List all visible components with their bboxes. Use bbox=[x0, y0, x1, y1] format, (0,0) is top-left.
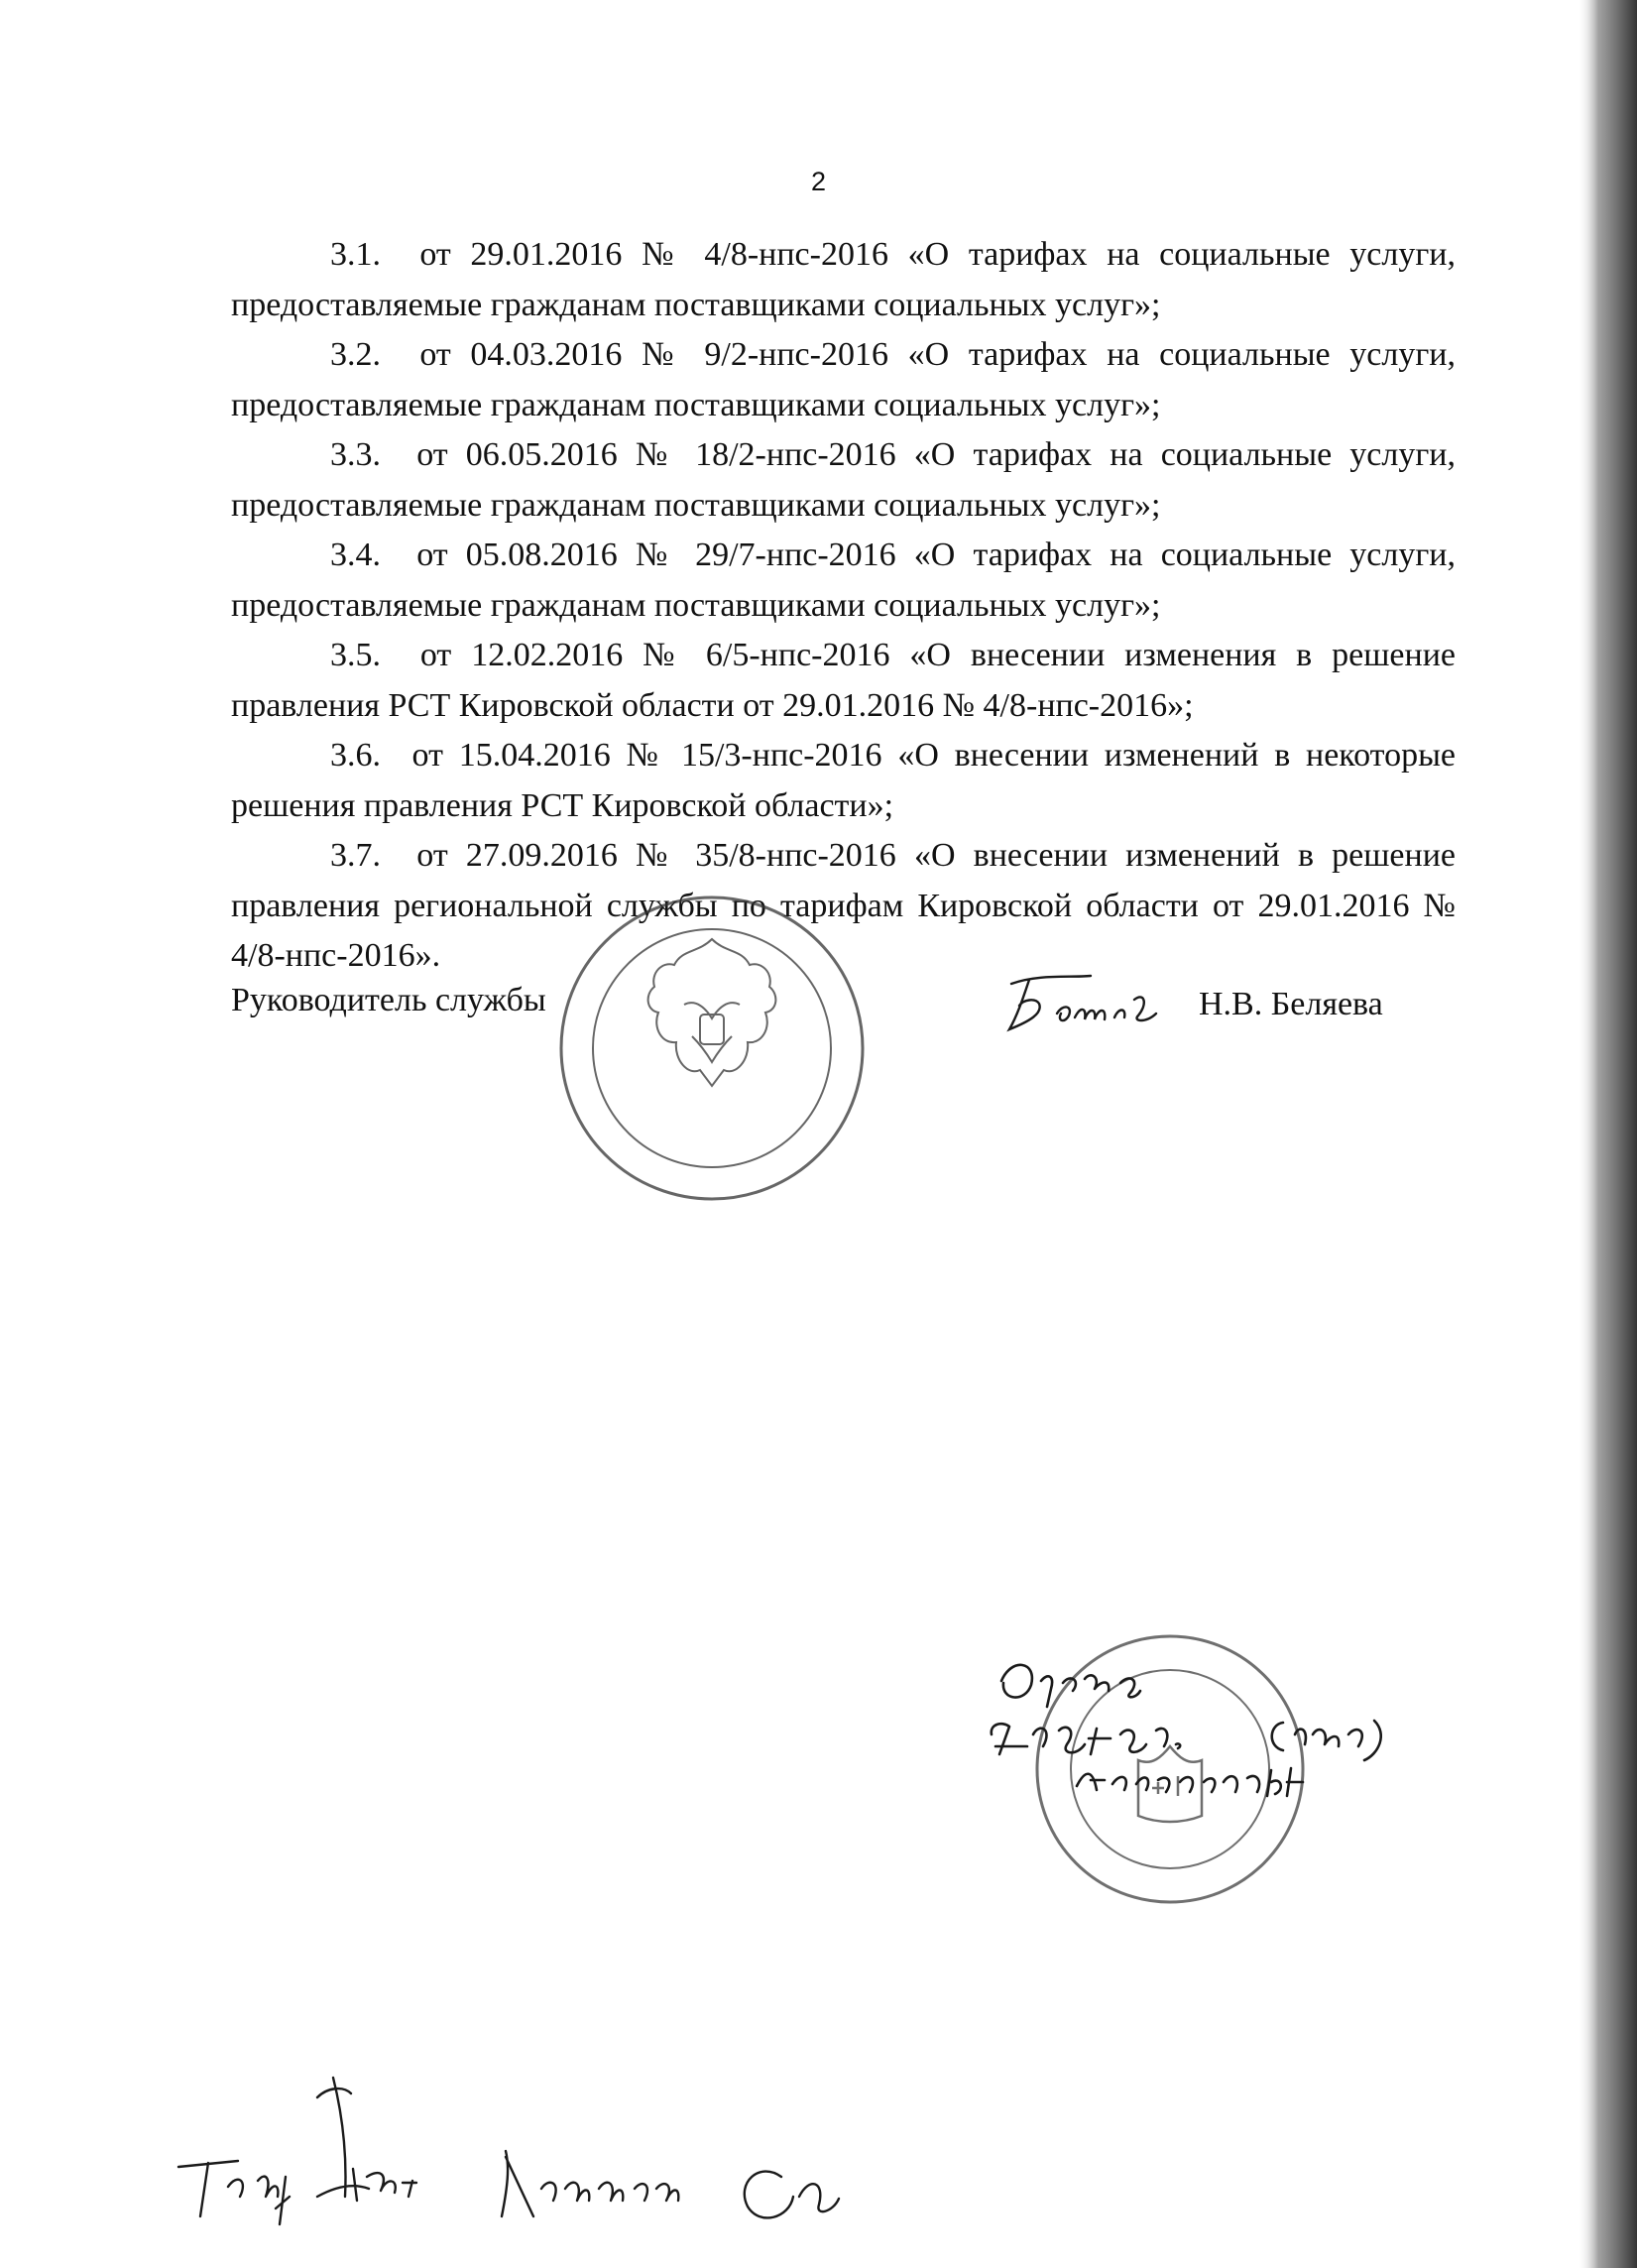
item-number: 3.6. bbox=[330, 737, 381, 774]
item-number: 3.4. bbox=[330, 537, 381, 573]
page-number: 2 bbox=[810, 167, 827, 196]
item-number: 3.7. bbox=[330, 837, 381, 874]
item-number: 3.5. bbox=[330, 637, 381, 673]
item-text: от 27.09.2016 № 35/8-нпс-2016 «О внесении изменений в решение правления региональной службы по тарифам Кировской области от 29.01.2016 № 4/8-нпс-2016». bbox=[231, 837, 1456, 974]
list-item-3-3 bbox=[231, 430, 1456, 531]
scan-edge-shadow bbox=[1578, 0, 1637, 2268]
item-number: 3.3. bbox=[330, 436, 381, 473]
head-signature-icon bbox=[999, 970, 1198, 1039]
item-number: 3.2. bbox=[330, 336, 381, 373]
signatory-name: Н.В. Беляева bbox=[1199, 986, 1383, 1022]
list-item-3-6 bbox=[231, 731, 1456, 831]
item-text: от 29.01.2016 № 4/8-нпс-2016 «О тарифах на социальные услуги, предоставляемые гражданам поставщиками социальных услуг»; bbox=[231, 236, 1456, 323]
list-item-3-5 bbox=[231, 631, 1456, 731]
item-text: от 05.08.2016 № 29/7-нпс-2016 «О тарифах на социальные услуги, предоставляемые гражданам поставщиками социальных услуг»; bbox=[231, 537, 1456, 624]
document-body bbox=[231, 230, 1456, 982]
bottom-handwriting-icon bbox=[169, 2058, 942, 2246]
item-text: от 04.03.2016 № 9/2-нпс-2016 «О тарифах на социальные услуги, предоставляемые гражданам поставщиками социальных услуг»; bbox=[231, 336, 1456, 423]
list-item-3-4 bbox=[231, 531, 1456, 631]
signatory-title: Руководитель службы bbox=[231, 982, 546, 1018]
item-text: от 12.02.2016 № 6/5-нпс-2016 «О внесении изменения в решение правления РСТ Кировской области от 29.01.2016 № 4/8-нпс-2016»; bbox=[231, 637, 1457, 724]
list-item-3-1 bbox=[231, 230, 1456, 330]
certification-handwriting-icon bbox=[982, 1651, 1507, 1830]
item-text: от 15.04.2016 № 15/3-нпс-2016 «О внесении изменений в некоторые решения правления РСТ Кировской области»; bbox=[231, 737, 1456, 824]
official-seal-icon bbox=[551, 888, 873, 1209]
list-item-3-2 bbox=[231, 330, 1456, 430]
item-text: от 06.05.2016 № 18/2-нпс-2016 «О тарифах на социальные услуги, предоставляемые гражданам поставщиками социальных услуг»; bbox=[231, 436, 1456, 524]
item-number: 3.1. bbox=[330, 236, 381, 273]
